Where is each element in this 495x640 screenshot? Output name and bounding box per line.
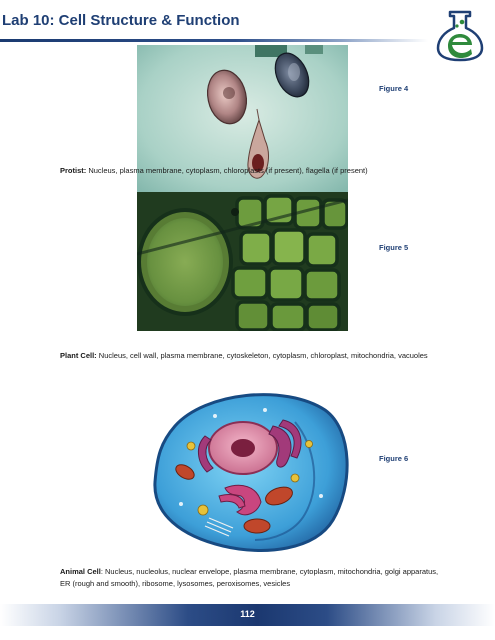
plant-cell-caption-text: Nucleus, cell wall, plasma membrane, cytoskeleton, cytoplasm, chloroplast, mitochondria, vacuoles — [96, 351, 428, 360]
header-rule — [0, 39, 428, 42]
page-title: Lab 10: Cell Structure & Function — [2, 12, 240, 29]
protist-caption-text: Nucleus, plasma membrane, cytoplasm, chloroplasts (if present), flagella (if present) — [86, 166, 368, 175]
animal-cell-caption-text: : Nucleus, nucleolus, nuclear envelope, plasma membrane, cytoplasm, mitochondria, golgi apparatus, ER (rough and smooth), ribosome, lysosomes, peroxisomes, vesicles — [60, 567, 439, 588]
figure-4-label: Figure 4 — [379, 84, 409, 93]
plant-cell-caption-term: Plant Cell: — [60, 351, 97, 360]
protist-caption-term: Protist: — [60, 166, 87, 175]
animal-cell-caption-term: Animal Cell — [60, 567, 101, 576]
flask-e-logo-icon — [432, 8, 488, 62]
animal-cell-illustration — [145, 386, 355, 556]
protist-caption — [60, 165, 440, 177]
plant-cell-micrograph — [137, 192, 348, 331]
animal-cell-caption — [60, 566, 440, 590]
plant-cell-caption — [60, 350, 440, 362]
figure-6-label: Figure 6 — [379, 454, 409, 463]
figure-5-label: Figure 5 — [379, 243, 409, 252]
page-number: 112 — [240, 609, 255, 619]
